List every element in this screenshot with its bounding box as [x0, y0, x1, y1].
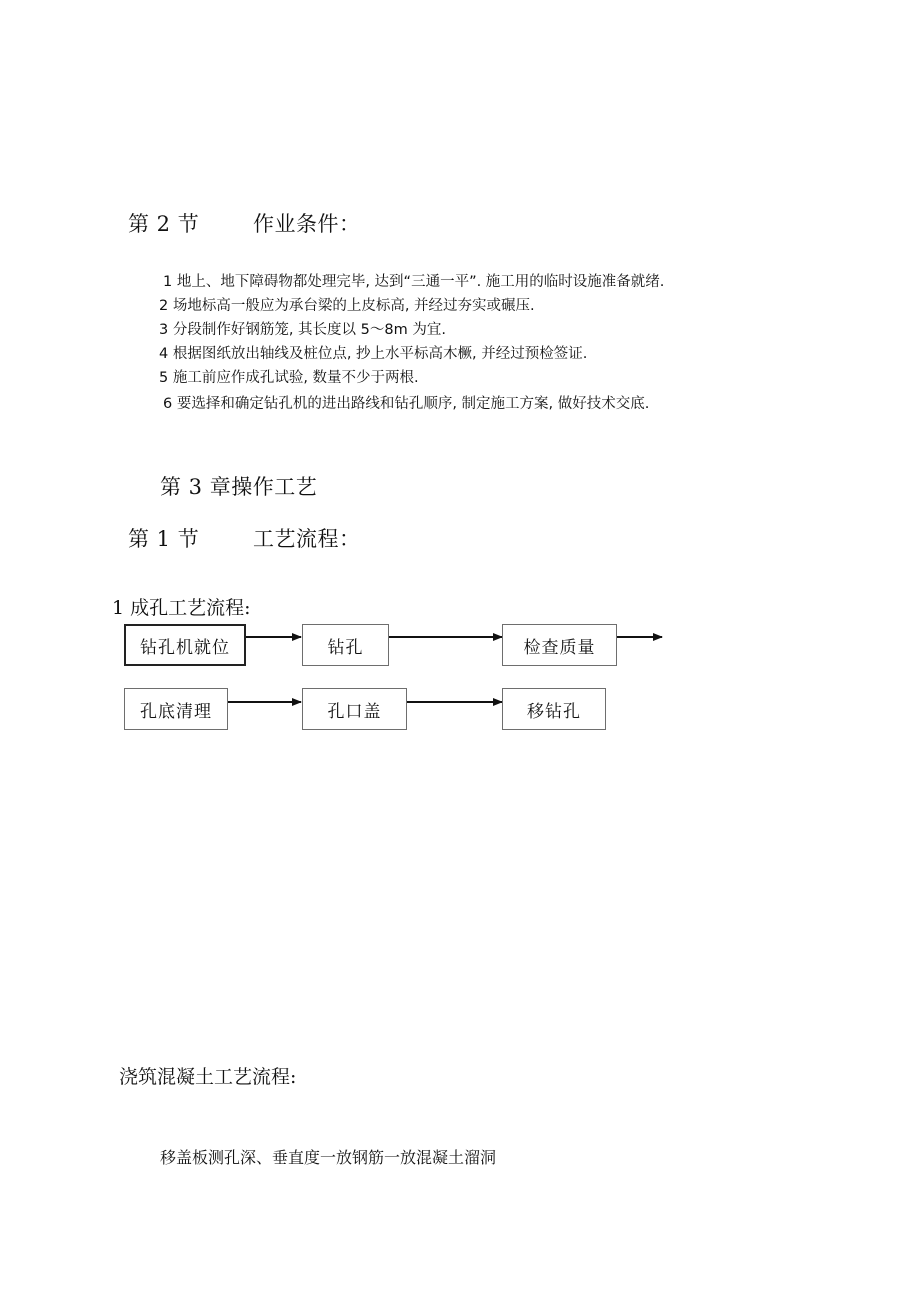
- flow-box-hole-cover: 孔口盖: [302, 688, 407, 730]
- section-2-number: 第 2 节: [128, 212, 200, 236]
- section-1-title: 工艺流程：: [253, 527, 361, 551]
- condition-item-2: 2 场地标高一般应为承台梁的上皮标高, 并经过夯实或碾压.: [159, 298, 535, 314]
- condition-item-3: 3 分段制作好钢筋笼, 其长度以 5～8m 为宜.: [159, 322, 446, 338]
- chapter-3-title: 第 3 章操作工艺: [160, 475, 318, 499]
- flow-box-move-drill: 移钻孔: [502, 688, 606, 730]
- condition-item-5: 5 施工前应作成孔试验, 数量不少于两根.: [159, 370, 419, 386]
- condition-item-1: 1 地上、地下障碍物都处理完毕, 达到“三通一平”. 施工用的临时设施准备就绪.: [163, 274, 665, 290]
- concrete-flow-steps: 移盖板测孔深、垂直度一放钢筋一放混凝土溜洞: [160, 1148, 497, 1167]
- section-2-title: 作业条件：: [253, 212, 361, 236]
- condition-item-4: 4 根据图纸放出轴线及桩位点, 抄上水平标高木橛, 并经过预检签证.: [159, 346, 588, 362]
- drilling-flow-title: 1 成孔工艺流程:: [112, 597, 251, 619]
- flow-box-drill-positioning: 钻孔机就位: [124, 624, 246, 666]
- condition-item-6: 6 要选择和确定钻孔机的进出路线和钻孔顺序, 制定施工方案, 做好技术交底.: [163, 396, 650, 412]
- concrete-flow-title: 浇筑混凝土工艺流程:: [119, 1066, 297, 1088]
- section-1-number: 第 1 节: [128, 527, 200, 551]
- flow-box-drilling: 钻孔: [302, 624, 389, 666]
- flow-box-quality-check: 检查质量: [502, 624, 617, 666]
- flow-box-bottom-cleaning: 孔底清理: [124, 688, 228, 730]
